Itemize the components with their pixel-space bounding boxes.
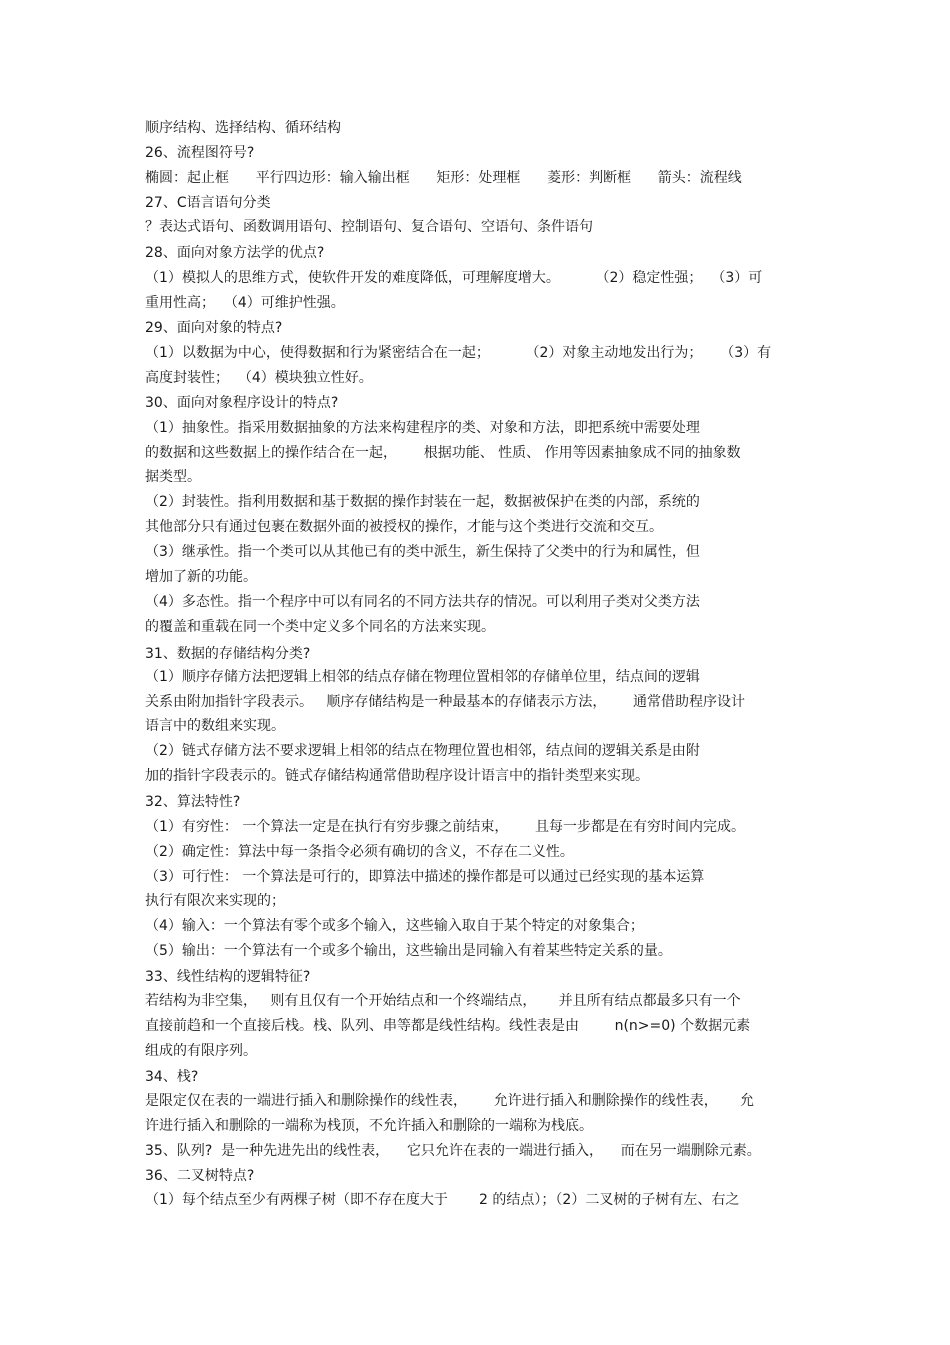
text-line: （1）模拟人的思维方式，使软件开发的难度降低，可理解度增大。 （2）稳定性强； （3）可: [145, 270, 763, 286]
text-line: 是限定仅在表的一端进行插入和删除操作的线性表， 允许进行插入和删除操作的线性表， 允: [145, 1093, 754, 1109]
text-line: 36、二叉树特点?: [145, 1168, 255, 1184]
text-line: 33、线性结构的逻辑特征?: [145, 969, 311, 985]
text-line: 增加了新的功能。: [145, 569, 257, 585]
text-line: （3）继承性。指一个类可以从其他已有的类中派生，新生保持了父类中的行为和属性，但: [145, 544, 700, 560]
text-line: 关系由附加指针字段表示。 顺序存储结构是一种最基本的存储表示方法， 通常借助程序设计: [145, 694, 746, 710]
text-line: 据类型。: [145, 469, 201, 485]
text-line: 34、栈?: [145, 1069, 199, 1085]
text-line: 直接前趋和一个直接后栈。栈、队列、串等都是线性结构。线性表是由 n(n>=0) 个数据元素: [145, 1018, 751, 1034]
text-line: 27、C语言语句分类: [145, 195, 271, 211]
text-line: 椭圆：起止框 平行四边形：输入输出框 矩形：处理框 菱形：判断框 箭头：流程线: [145, 170, 742, 186]
text-line: （4）多态性。指一个程序中可以有同名的不同方法共存的情况。可以利用子类对父类方法: [145, 594, 700, 610]
text-line: （5）输出：一个算法有一个或多个输出，这些输出是同输入有着某些特定关系的量。: [145, 943, 672, 959]
text-line: 32、算法特性?: [145, 794, 241, 810]
text-line: （1）每个结点至少有两棵子树（即不存在度大于 2 的结点）；（2）二叉树的子树有左、右之: [145, 1192, 740, 1208]
text-line: 加的指针字段表示的。链式存储结构通常借助程序设计语言中的指针类型来实现。: [145, 768, 649, 784]
text-line: 26、流程图符号?: [145, 145, 255, 161]
text-line: （2）确定性：算法中每一条指令必须有确切的含义，不存在二义性。: [145, 844, 574, 860]
text-line: 的覆盖和重载在同一个类中定义多个同名的方法来实现。: [145, 619, 495, 635]
text-line: ？表达式语句、函数调用语句、控制语句、复合语句、空语句、条件语句: [145, 219, 593, 235]
text-line: 的数据和这些数据上的操作结合在一起， 根据功能、 性质、 作用等因素抽象成不同的抽象数: [145, 445, 741, 461]
text-line: （2）封装性。指利用数据和基于数据的操作封装在一起，数据被保护在类的内部，系统的: [145, 494, 700, 510]
text-line: （4）输入：一个算法有零个或多个输入，这些输入取自于某个特定的对象集合；: [145, 918, 644, 934]
text-line: （3）可行性： 一个算法是可行的，即算法中描述的操作都是可以通过已经实现的基本运算: [145, 869, 705, 885]
text-line: （1）顺序存储方法把逻辑上相邻的结点存储在物理位置相邻的存储单位里，结点间的逻辑: [145, 669, 700, 685]
text-line: 组成的有限序列。: [145, 1043, 257, 1059]
text-line: 高度封装性； （4）模块独立性好。: [145, 370, 373, 386]
text-line: （1）抽象性。指采用数据抽象的方法来构建程序的类、对象和方法，即把系统中需要处理: [145, 420, 700, 436]
text-line: 29、面向对象的特点?: [145, 320, 283, 336]
text-line: 重用性高； （4）可维护性强。: [145, 295, 345, 311]
text-line: 28、面向对象方法学的优点?: [145, 245, 325, 261]
text-line: 35、队列? 是一种先进先出的线性表， 它只允许在表的一端进行插入， 而在另一端删除元素。: [145, 1143, 761, 1159]
text-line: 语言中的数组来实现。: [145, 718, 285, 734]
text-line: 30、面向对象程序设计的特点?: [145, 395, 339, 411]
text-line: 执行有限次来实现的；: [145, 893, 285, 909]
text-line: 顺序结构、选择结构、循环结构: [145, 120, 341, 136]
text-line: 其他部分只有通过包裹在数据外面的被授权的操作，才能与这个类进行交流和交互。: [145, 519, 663, 535]
text-line: （1）有穷性： 一个算法一定是在执行有穷步骤之前结束， 且每一步都是在有穷时间内完成。: [145, 819, 746, 835]
text-line: （1）以数据为中心，使得数据和行为紧密结合在一起； （2）对象主动地发出行为； （3）有: [145, 345, 772, 361]
text-line: 若结构为非空集， 则有且仅有一个开始结点和一个终端结点， 并且所有结点都最多只有一个: [145, 993, 741, 1009]
text-line: 许进行插入和删除的一端称为栈顶，不允许插入和删除的一端称为栈底。: [145, 1118, 593, 1134]
text-line: （2）链式存储方法不要求逻辑上相邻的结点在物理位置也相邻，结点间的逻辑关系是由附: [145, 743, 700, 759]
text-line: 31、数据的存储结构分类?: [145, 646, 311, 662]
